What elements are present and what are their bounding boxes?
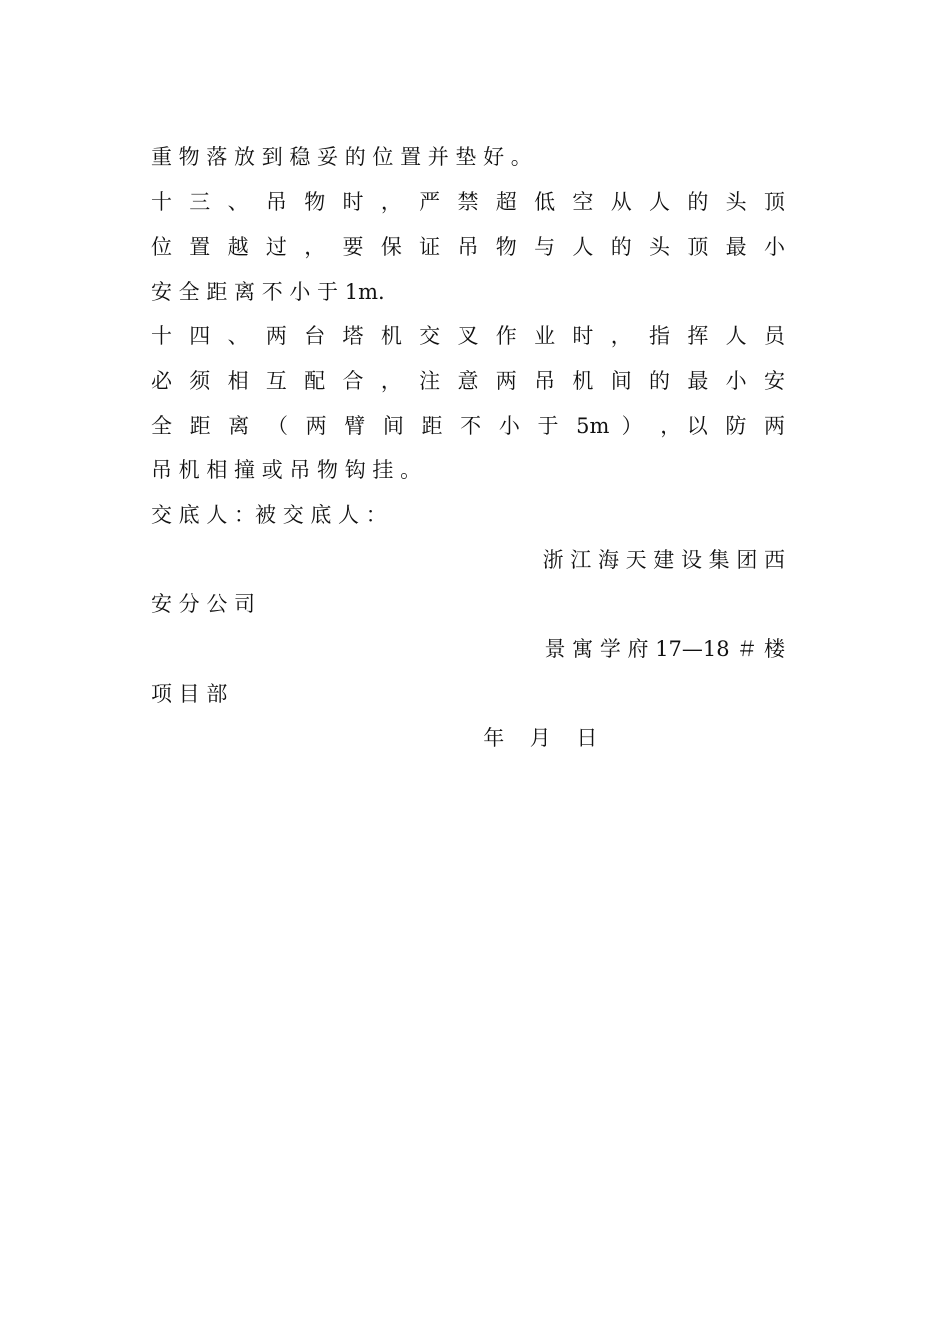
- body-line-3: 位 置 越 过 ， 要 保 证 吊 物 与 人 的 头 顶 最 小: [151, 235, 785, 259]
- body-line-6: 必 须 相 互 配 合 ， 注 意 两 吊 机 间 的 最 小 安: [151, 369, 785, 393]
- date-line: 年 月 日: [483, 726, 607, 750]
- body-line-5: 十 四 、 两 台 塔 机 交 叉 作 业 时 ， 指 挥 人 员: [151, 324, 785, 348]
- project-name-line-2: 项 目 部: [151, 682, 228, 706]
- body-line-1: 重 物 落 放 到 稳 妥 的 位 置 并 垫 好 。: [151, 145, 532, 169]
- handover-signatures: 交 底 人 ：被 交 底 人 ：: [151, 503, 387, 527]
- project-name-line-1: 景 寓 学 府 17—18 ＃ 楼: [544, 637, 785, 661]
- body-line-8: 吊 机 相 撞 或 吊 物 钩 挂 。: [151, 458, 422, 482]
- company-name-line-2: 安 分 公 司: [151, 592, 256, 616]
- body-line-4: 安 全 距 离 不 小 于 1m.: [151, 280, 385, 304]
- body-line-2: 十 三 、 吊 物 时 ， 严 禁 超 低 空 从 人 的 头 顶: [151, 190, 785, 214]
- company-name-line-1: 浙 江 海 天 建 设 集 团 西: [542, 548, 785, 572]
- body-line-7: 全 距 离 （ 两 臂 间 距 不 小 于 5m ） ，以 防 两: [151, 414, 785, 438]
